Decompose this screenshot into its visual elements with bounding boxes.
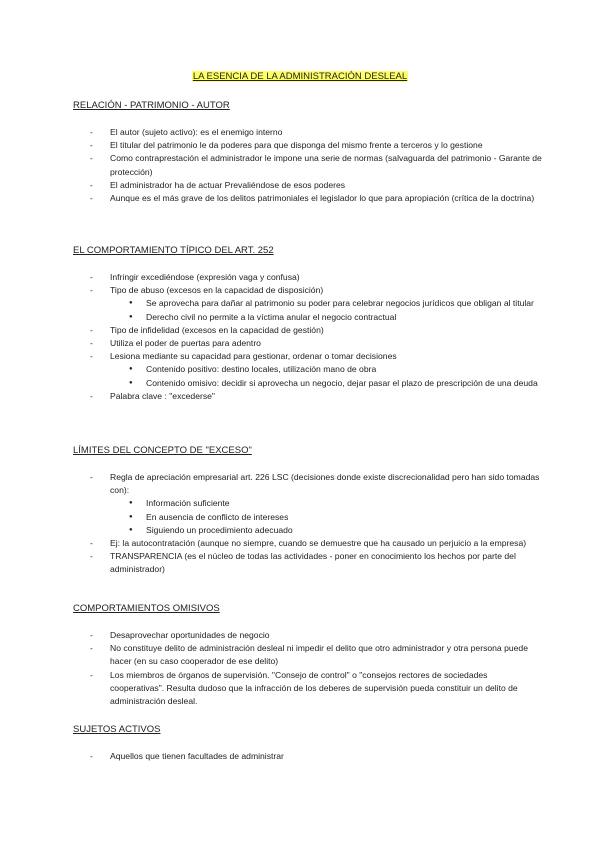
list-item: - Ej: la autocontratación (aunque no siempre, cuando se demuestre que ha causado un perjuicio a la empresa) xyxy=(73,537,543,550)
list-item: - Desaprovechar oportunidades de negocio xyxy=(73,629,543,642)
list-item: - Tipo de infidelidad (excesos en la capacidad de gestión) xyxy=(73,324,543,337)
list-item: - TRANSPARENCIA (es el núcleo de todas las actividades - poner en conocimiento los hechos por parte del administrador) xyxy=(73,550,543,576)
bullet-list xyxy=(73,471,543,577)
list-item: - Regla de apreciación empresarial art. 226 LSC (decisiones donde existe discrecionalidad pero han sido tomadas con): xyxy=(73,471,543,497)
list-item: - Aunque es el más grave de los delitos patrimoniales el legislador lo que para apropiación (crítica de la doctrina) xyxy=(73,192,543,205)
list-item: - Palabra clave : "excederse" xyxy=(73,390,543,403)
list-item: ● Siguiendo un procedimiento adecuado xyxy=(73,524,543,537)
section-heading: SUJETOS ACTIVOS xyxy=(73,724,161,735)
section-comportamiento-tipico xyxy=(73,245,543,403)
list-item: ● Derecho civil no permite a la víctima anular el negocio contractual xyxy=(73,311,543,324)
list-item: - Como contraprestación el administrador le impone una serie de normas (salvaguarda del patrimonio - Garante de protección) xyxy=(73,152,543,178)
list-item: - Los miembros de órganos de supervisión. "Consejo de control" o "consejos rectores de sociedades cooperativas". Resulta dudoso que la infracción de los deberes de supervisión pueda constituir un delito de administración desleal. xyxy=(73,669,543,709)
bullet-list xyxy=(73,126,543,205)
list-item: ● Información suficiente xyxy=(73,497,543,510)
list-item: - Aquellos que tienen facultades de administrar xyxy=(73,750,543,763)
list-item: - El autor (sujeto activo): es el enemigo interno xyxy=(73,126,543,139)
list-item: ● Se aprovecha para dañar al patrimonio su poder para celebrar negocios jurídicos que obligan al titular xyxy=(73,297,543,310)
list-item: - Lesiona mediante su capacidad para gestionar, ordenar o tomar decisiones xyxy=(73,350,543,363)
list-item: ● Contenido omisivo: decidir si aprovecha un negocio, dejar pasar el plazo de prescripción de una deuda xyxy=(73,377,543,390)
list-item: - El administrador ha de actuar Prevaliéndose de esos poderes xyxy=(73,179,543,192)
section-limites-exceso xyxy=(73,445,543,577)
list-item: - No constituye delito de administración desleal ni impedir el delito que otro administrador y otra persona puede hacer (en su caso cooperador de ese delito) xyxy=(73,642,543,668)
list-item: - Utiliza el poder de puertas para adentro xyxy=(73,337,543,350)
section-heading: EL COMPORTAMIENTO TÍPICO DEL ART. 252 xyxy=(73,245,274,256)
list-item: - Infringir excediéndose (expresión vaga y confusa) xyxy=(73,271,543,284)
list-item: ● Contenido positivo: destino locales, utilización mano de obra xyxy=(73,363,543,376)
bullet-list xyxy=(73,750,543,763)
document-title-text: LA ESENCIA DE LA ADMINISTRACIÓN DESLEAL xyxy=(192,71,408,82)
section-relacion xyxy=(73,100,543,205)
list-item: - Tipo de abuso (excesos en la capacidad de disposición) xyxy=(73,284,543,297)
bullet-list xyxy=(73,629,543,708)
section-heading: COMPORTAMIENTOS OMISIVOS xyxy=(73,603,220,614)
section-heading: LÍMITES DEL CONCEPTO DE "EXCESO" xyxy=(73,445,252,456)
section-comportamientos-omisivos xyxy=(73,603,543,708)
bullet-list xyxy=(73,271,543,403)
document-title xyxy=(0,71,600,83)
list-item: - El titular del patrimonio le da poderes para que disponga del mismo frente a terceros y lo gestione xyxy=(73,139,543,152)
section-sujetos-activos xyxy=(73,724,543,763)
section-heading: RELACIÓN - PATRIMONIO - AUTOR xyxy=(73,100,230,111)
list-item: ● En ausencia de conflicto de intereses xyxy=(73,511,543,524)
